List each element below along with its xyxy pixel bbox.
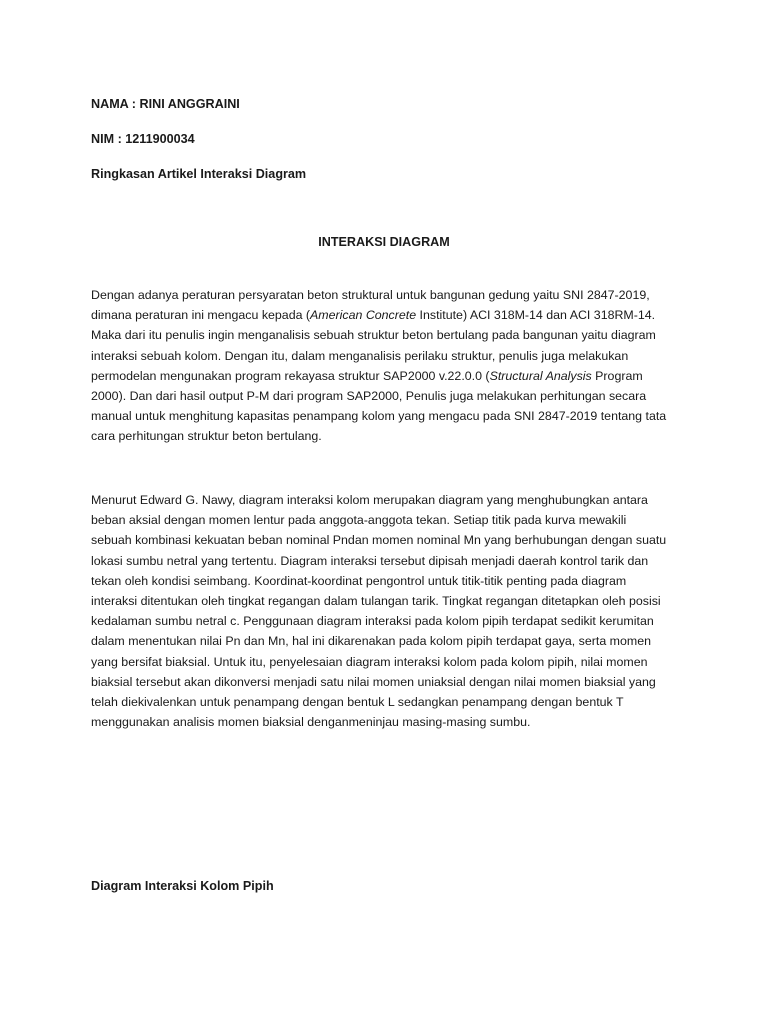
paragraph-line: cara perhitungan struktur beton bertulang.	[91, 429, 322, 444]
paragraph-line: kedalaman sumbu netral c. Penggunaan diagram interaksi pada kolom pipih terdapat sedikit kerumitan	[91, 614, 654, 629]
paragraph-intro	[91, 285, 691, 447]
paragraph-line: Dengan adanya peraturan persyaratan beton struktural untuk bangunan gedung yaitu SNI 2847-2019,	[91, 288, 650, 302]
student-name: NAMA : RINI ANGGRAINI	[91, 97, 240, 111]
paragraph-line: Maka dari itu penulis ingin menganalisis sebuah struktur beton bertulang pada bangunan yaitu diagram	[91, 328, 656, 343]
paragraph-line: sebuah kombinasi kekuatan beban nominal Pndan momen nominal Mn yang berhubungan dengan suatu	[91, 533, 667, 548]
text-run: dimana peraturan ini mengacu kepada (	[91, 308, 311, 323]
paragraph-line: telah diekivalenkan untuk penampang dengan bentuk L sedangkan penampang dengan bentuk T	[91, 695, 624, 710]
text-run: permodelan mengunakan program rekayasa struktur SAP2000 v.22.0.0 (	[91, 368, 490, 383]
paragraph-line: lokasi sumbu netral yang tertentu. Diagram interaksi tersebut dipisah menjadi daerah kontrol tarik dan	[91, 553, 649, 568]
text-run: Institute) ACI 318M-14 dan ACI 318RM-14.	[416, 308, 656, 323]
paragraph-line	[91, 366, 691, 386]
paragraph-line	[91, 305, 691, 325]
paragraph-line: dalam menentukan nilai Pn dan Mn, hal ini dikarenakan pada kolom pipih terdapat gaya, serta momen	[91, 634, 651, 649]
paragraph-nawy	[91, 490, 691, 732]
paragraph-line: beban aksial dengan momen lentur pada anggota-anggota tekan. Setiap titik pada kurva mewakili	[91, 513, 627, 528]
section-heading: Diagram Interaksi Kolom Pipih	[91, 879, 274, 893]
document-subtitle: Ringkasan Artikel Interaksi Diagram	[91, 167, 307, 181]
paragraph-line: interaksi ditentukan oleh tingkat regangan dalam tulangan tarik. Tingkat regangan ditetapkan oleh posisi	[91, 594, 661, 609]
italic-text-run: American Concrete	[310, 308, 417, 323]
paragraph-line: manual untuk menghitung kapasitas penampang kolom yang mengacu pada SNI 2847-2019 tentang tata	[91, 409, 667, 424]
text-run: Program	[591, 368, 643, 383]
paragraph-line: 2000). Dan dari hasil output P-M dari program SAP2000, Penulis juga melakukan perhitungan secara	[91, 389, 647, 404]
student-id: NIM : 1211900034	[91, 132, 195, 146]
italic-text-run: Structural Analysis	[489, 368, 592, 383]
paragraph-line: interaksi sebuah kolom. Dengan itu, dalam menganalisis perilaku struktur, penulis juga melakukan	[91, 348, 629, 363]
paragraph-line: Menurut Edward G. Nawy, diagram interaksi kolom merupakan diagram yang menghubungkan antara	[91, 493, 648, 507]
paragraph-line: yang bersifat biaksial. Untuk itu, penyelesaian diagram interaksi kolom pada kolom pipih, nilai momen	[91, 654, 648, 669]
paragraph-line: biaksial tersebut akan dikonversi menjadi satu nilai momen uniaksial dengan nilai momen biaksial yang	[91, 674, 656, 689]
paragraph-line: menggunakan analisis momen biaksial denganmeninjau masing-masing sumbu.	[91, 715, 531, 730]
document-title: INTERAKSI DIAGRAM	[318, 235, 450, 249]
paragraph-line: tekan oleh kondisi seimbang. Koordinat-koordinat pengontrol untuk titik-titik penting pada diagram	[91, 573, 627, 588]
